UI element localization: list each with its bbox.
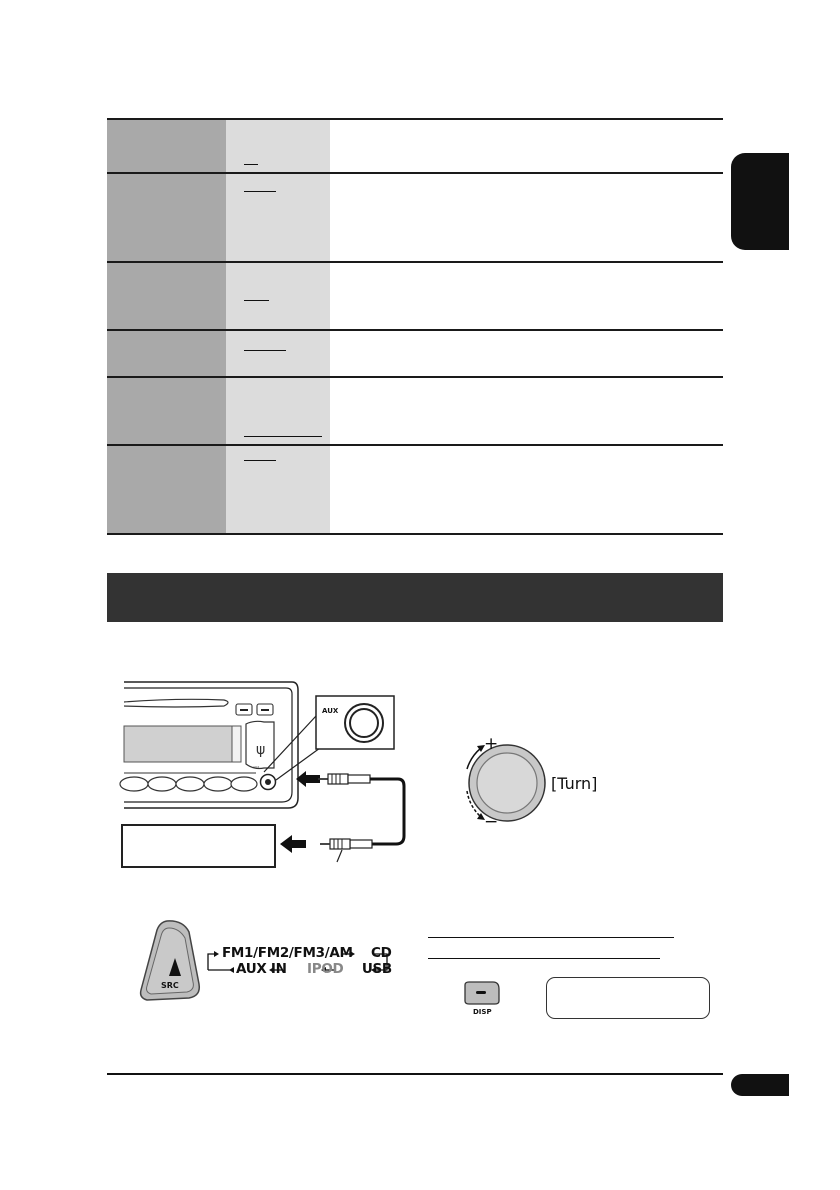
disp-button[interactable] [463,981,503,1007]
setting-description-cell [330,263,723,329]
table-row [107,174,723,263]
default-value-underline [244,350,286,351]
setting-name-cell [107,446,226,533]
language-side-tab [731,153,789,250]
setting-name-cell [107,331,226,376]
setting-description-cell [330,331,723,376]
default-value-underline [244,460,276,461]
source-sequence-row-1 [222,945,392,961]
setting-description-cell [330,378,723,444]
text-underline [428,937,674,938]
display-window [546,977,710,1019]
table-row [107,446,723,535]
section-header [107,573,723,622]
setting-name-cell [107,120,226,172]
setting-value-cell [226,263,330,329]
svg-text:AUX: AUX [253,765,260,769]
default-value-underline [244,191,276,192]
setting-name-cell [107,174,226,261]
table-row [107,378,723,446]
turn-label: [Turn] [551,774,598,793]
source-ipod: IPOD [307,961,344,977]
source-aux-in: AUX IN [236,961,287,977]
plus-sign: + [484,734,499,754]
control-dial [455,735,555,830]
table-row [107,118,723,174]
footer-rule [107,1073,723,1075]
text-underline [428,958,660,959]
disp-label: DISP [473,1008,492,1016]
setting-value-cell [226,331,330,376]
external-component-box [121,824,276,868]
settings-table [107,118,723,535]
setting-description-cell [330,446,723,533]
minus-sign: − [484,812,499,832]
default-value-underline [244,436,322,437]
setting-description-cell [330,174,723,261]
setting-value-cell [226,174,330,261]
default-value-underline [244,164,258,165]
setting-name-cell [107,378,226,444]
source-fm-am: FM1/FM2/FM3/AM [222,945,353,961]
setting-value-cell [226,446,330,533]
setting-name-cell [107,263,226,329]
page-number-tab [731,1074,789,1096]
table-row [107,263,723,331]
source-usb: USB [361,961,392,977]
svg-text:ψ: ψ [256,742,266,758]
src-label: SRC [161,981,179,990]
setting-value-cell [226,120,330,172]
table-row [107,331,723,378]
default-value-underline [244,300,269,301]
source-sequence-row-2 [236,961,392,977]
src-button[interactable] [137,918,203,1002]
setting-description-cell [330,120,723,172]
source-cd: CD [371,945,392,961]
setting-value-cell [226,378,330,444]
aux-jack-label: AUX [322,707,339,715]
